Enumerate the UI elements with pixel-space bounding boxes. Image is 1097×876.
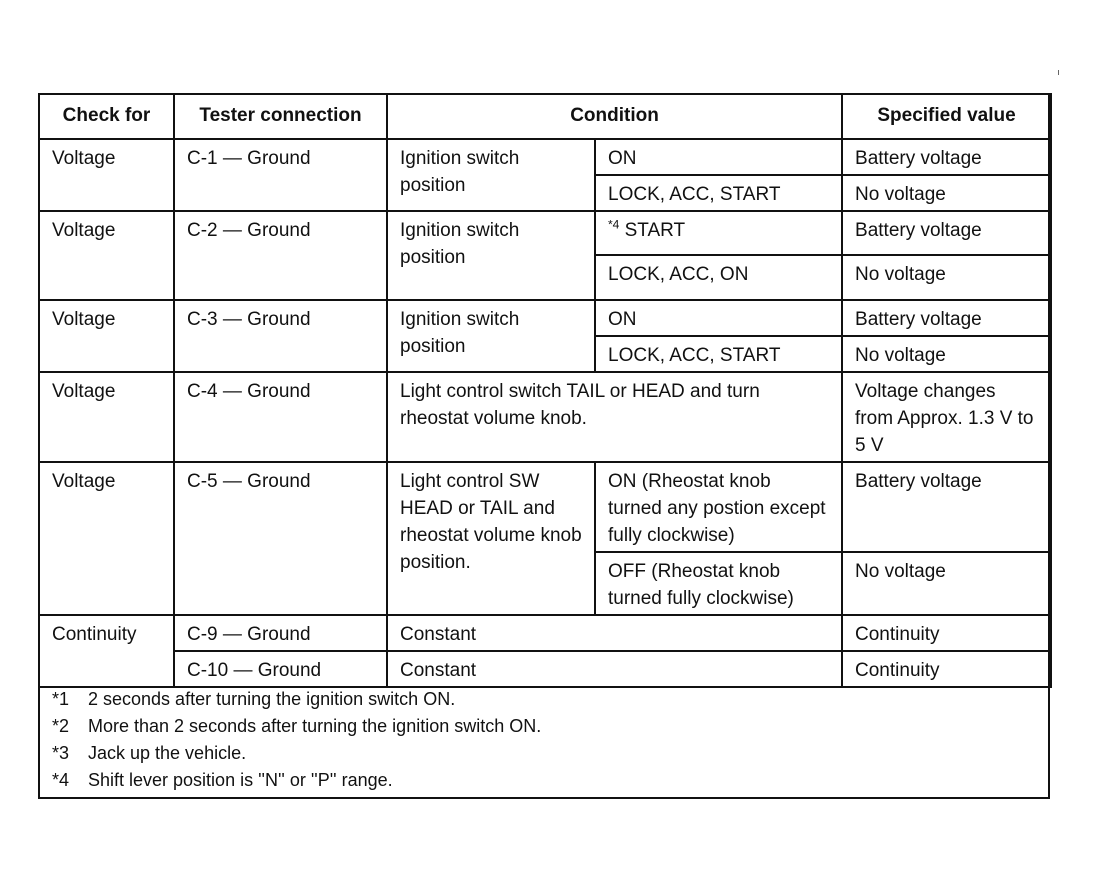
header-specified-value: Specified value (842, 94, 1051, 139)
header-tester-connection: Tester connection (174, 94, 387, 139)
table-row (39, 615, 1051, 651)
condition-full-cell: Constant (387, 651, 842, 687)
condition-full-cell: Constant (387, 615, 842, 651)
value-cell: No voltage (842, 336, 1051, 372)
footnote-mark: *4 (52, 770, 70, 790)
value-cell: Battery voltage (842, 300, 1051, 336)
condition-sub-cell: LOCK, ACC, START (595, 175, 842, 211)
check-cell: Voltage (39, 211, 174, 300)
check-cell: Voltage (39, 139, 174, 211)
header-row (39, 94, 1051, 139)
footnote-mark: *4 (608, 217, 620, 232)
scan-mark (1058, 70, 1059, 75)
footnote (52, 767, 541, 794)
condition-main-cell: Ignition switch position (387, 139, 595, 211)
tester-cell: C-1 — Ground (174, 139, 387, 211)
condition-sub-cell: ON (595, 139, 842, 175)
condition-sub-cell: OFF (Rheostat knob turned fully clockwise) (595, 552, 842, 615)
value-cell: No voltage (842, 255, 1051, 300)
check-cell: Voltage (39, 462, 174, 615)
header-condition: Condition (387, 94, 842, 139)
tester-cell: C-9 — Ground (174, 615, 387, 651)
tester-cell: C-10 — Ground (174, 651, 387, 687)
value-cell: No voltage (842, 175, 1051, 211)
check-cell: Continuity (39, 615, 174, 687)
value-cell: Continuity (842, 651, 1051, 687)
table-row (39, 651, 1051, 687)
value-cell: Continuity (842, 615, 1051, 651)
table-row (39, 372, 1051, 462)
footnote-mark: *2 (52, 716, 70, 736)
footnote (52, 740, 541, 767)
footnote (52, 713, 541, 740)
table-row (39, 211, 1051, 255)
condition-main-cell: Ignition switch position (387, 300, 595, 372)
check-cell: Voltage (39, 300, 174, 372)
condition-sub-cell (595, 211, 842, 255)
table-row (39, 300, 1051, 336)
footnote-mark: *3 (52, 743, 70, 763)
value-cell: No voltage (842, 552, 1051, 615)
footnote-text: 2 seconds after turning the ignition switch ON. (88, 689, 456, 709)
condition-full-cell: Light control switch TAIL or HEAD and turn rheostat volume knob. (387, 372, 842, 462)
footnote (52, 686, 541, 713)
footnotes (52, 686, 541, 794)
header-check-for: Check for (39, 94, 174, 139)
condition-main-cell: Ignition switch position (387, 211, 595, 300)
condition-sub-cell: LOCK, ACC, START (595, 336, 842, 372)
condition-sub-cell: ON (595, 300, 842, 336)
value-cell: Battery voltage (842, 462, 1051, 552)
tester-cell: C-4 — Ground (174, 372, 387, 462)
check-cell: Voltage (39, 372, 174, 462)
tester-cell: C-3 — Ground (174, 300, 387, 372)
spec-table (38, 93, 1052, 688)
condition-sub-text: START (624, 220, 686, 241)
table-row (39, 462, 1051, 552)
condition-sub-cell: LOCK, ACC, ON (595, 255, 842, 300)
value-cell: Voltage changes from Approx. 1.3 V to 5 V (842, 372, 1051, 462)
footnote-text: More than 2 seconds after turning the ignition switch ON. (88, 716, 542, 736)
table-row (39, 139, 1051, 175)
tester-cell: C-2 — Ground (174, 211, 387, 300)
condition-sub-cell: ON (Rheostat knob turned any postion except fully clockwise) (595, 462, 842, 552)
footnote-text: Shift lever position is ''N'' or ''P'' range. (88, 770, 393, 790)
footnote-text: Jack up the vehicle. (88, 743, 247, 763)
tester-cell: C-5 — Ground (174, 462, 387, 615)
condition-main-cell: Light control SW HEAD or TAIL and rheostat volume knob position. (387, 462, 595, 615)
footnote-mark: *1 (52, 689, 70, 709)
value-cell: Battery voltage (842, 211, 1051, 255)
value-cell: Battery voltage (842, 139, 1051, 175)
